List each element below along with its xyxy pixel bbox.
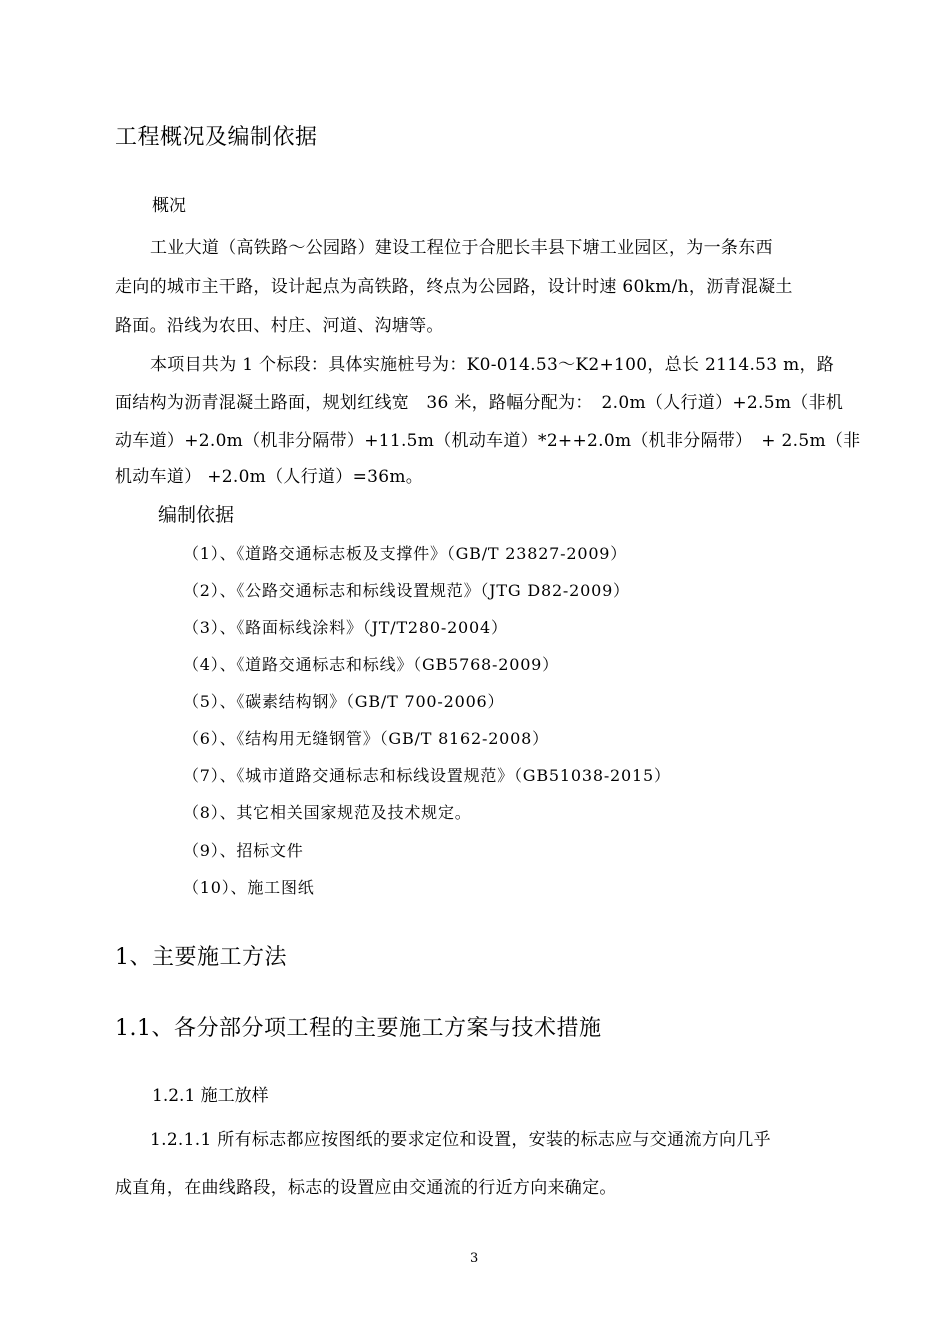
page-number: 3 bbox=[470, 1251, 479, 1266]
subsubsection-heading: 1.2.1 施工放样 bbox=[152, 1086, 269, 1106]
reference-item: （9）、招标文件 bbox=[183, 841, 304, 860]
reference-item: （10）、施工图纸 bbox=[183, 878, 315, 897]
page-title: 工程概况及编制依据 bbox=[115, 125, 318, 150]
overview-para2-line1: 本项目共为 1 个标段：具体实施桩号为：K0-014.53～K2+100，总长 2114.53 m，路 bbox=[150, 355, 835, 375]
reference-item: （3）、《路面标线涂料》（JT/T280-2004） bbox=[183, 618, 508, 637]
reference-item: （6）、《结构用无缝钢管》（GB/T 8162-2008） bbox=[183, 729, 549, 748]
reference-item: （1）、《道路交通标志板及支撑件》（GB/T 23827-2009） bbox=[183, 544, 628, 563]
reference-item: （2）、《公路交通标志和标线设置规范》（JTG D82-2009） bbox=[183, 581, 630, 600]
overview-para1-line1: 工业大道（高铁路～公园路）建设工程位于合肥长丰县下塘工业园区，为一条东西 bbox=[150, 238, 773, 258]
reference-item: （8）、其它相关国家规范及技术规定。 bbox=[183, 803, 472, 822]
section-heading: 1、主要施工方法 bbox=[115, 945, 287, 970]
section-para-line2: 成直角，在曲线路段，标志的设置应由交通流的行近方向来确定。 bbox=[115, 1178, 617, 1198]
reference-item: （5）、《碳素结构钢》（GB/T 700-2006） bbox=[183, 692, 505, 711]
basis-heading: 编制依据 bbox=[158, 504, 235, 526]
overview-para2-line2: 面结构为沥青混凝土路面，规划红线宽 36 米，路幅分配为： 2.0m（人行道）+2.5m（非机 bbox=[115, 393, 844, 413]
section-para-line1: 1.2.1.1 所有标志都应按图纸的要求定位和设置，安装的标志应与交通流方向几乎 bbox=[150, 1130, 771, 1150]
overview-para2-line3: 动车道）+2.0m（机非分隔带）+11.5m（机动车道）*2++2.0m（机非分隔带） + 2.5m（非 bbox=[115, 431, 861, 451]
overview-heading: 概况 bbox=[152, 196, 186, 216]
overview-para2-line4: 机动车道） +2.0m（人行道）=36m。 bbox=[115, 467, 424, 487]
overview-para1-line2: 走向的城市主干路，设计起点为高铁路，终点为公园路，设计时速 60km/h，沥青混凝土 bbox=[115, 277, 793, 297]
subsection-heading: 1.1、各分部分项工程的主要施工方案与技术措施 bbox=[115, 1016, 602, 1041]
reference-item: （4）、《道路交通标志和标线》（GB5768-2009） bbox=[183, 655, 559, 674]
overview-para1-line3: 路面。沿线为农田、村庄、河道、沟塘等。 bbox=[115, 316, 444, 336]
reference-item: （7）、《城市道路交通标志和标线设置规范》（GB51038-2015） bbox=[183, 766, 671, 785]
